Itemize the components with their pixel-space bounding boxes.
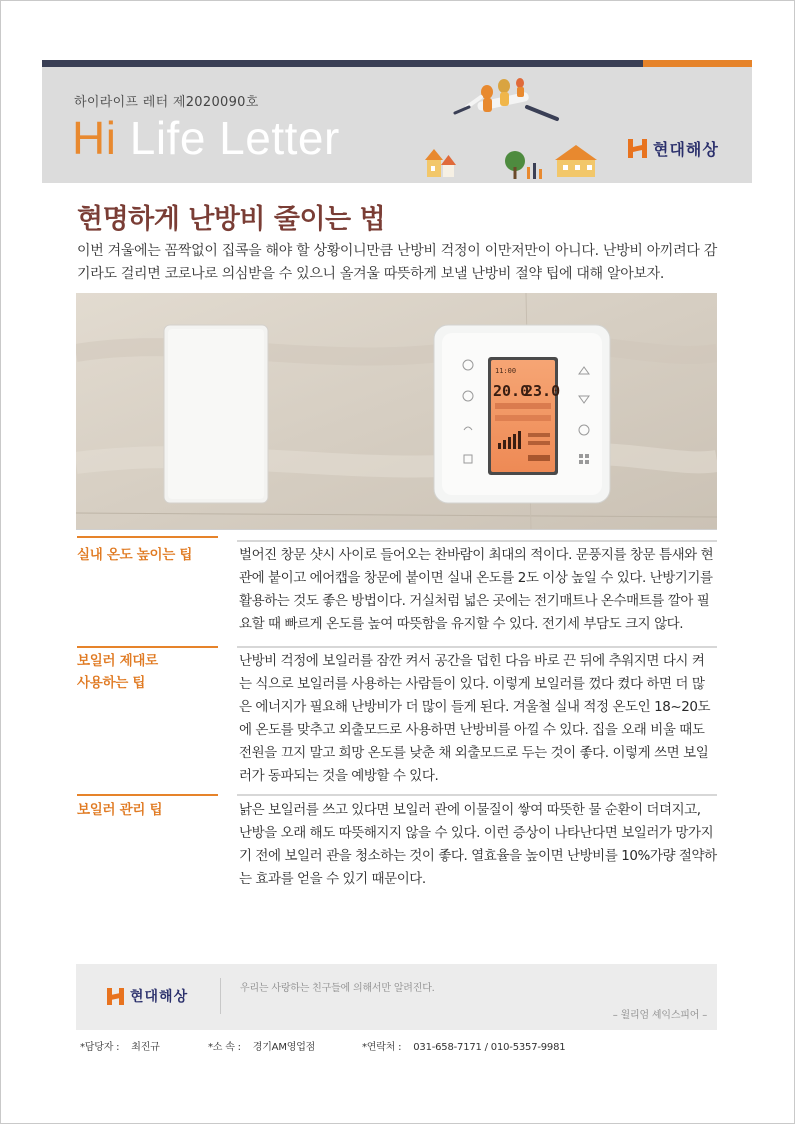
section-1-label-rule (77, 536, 218, 538)
footer-brand-name: 현대해상 (130, 989, 189, 1005)
masthead (72, 111, 340, 165)
contact-office: *소 속 : 경기AM영업점 (208, 1042, 316, 1053)
contact-phone: *연락처 : 031-658-7171 / 010-5357-9981 (362, 1042, 566, 1053)
footer-divider (220, 978, 221, 1014)
brand-h-icon (628, 139, 647, 158)
section-1-body-rule (237, 540, 717, 542)
contact-manager: *담당자 : 최진규 (80, 1042, 160, 1053)
section-3-label: 보일러 관리 팁 (77, 802, 163, 818)
masthead-hi: Hi (72, 112, 117, 164)
thermostat-clock: 11:00 (495, 367, 517, 375)
header-top-rule-accent (643, 60, 752, 67)
section-2-label-rule (77, 646, 218, 648)
section-1-body: 벌어진 창문 샷시 사이로 들어오는 찬바람이 최대의 적이다. 문풍지를 창문 틈새와 현관에 붙이고 에어캡을 창문에 붙이면 실내 온도를 2도 이상 높일 수 있다. 난방기기를 활용하는 것도 좋은 방법이다. 거실처럼 넓은 곳에는 전기매트나 온수매트를 깔아 필요할 때 빠르게 온도를 높여 따뜻함을 유지할 수 있다. 전기세 부담도 크지 않다. (239, 547, 714, 632)
article-lead: 이번 겨울에는 꼼짝없이 집콕을 해야 할 상황이니만큼 난방비 걱정이 이만저만이 아니다. 난방비 아끼려다 감기라도 걸리면 코로나로 의심받을 수 있으니 올겨울 따뜻하게 보낼 난방비 절약 팁에 대해 알아보자. (77, 243, 717, 282)
masthead-rest: Life Letter (116, 112, 340, 164)
header-brand-logo (628, 137, 719, 160)
thermostat-photo-graphic (76, 293, 717, 529)
footer-brand-h-icon (107, 988, 124, 1005)
section-3-label-rule (77, 794, 218, 796)
footer-quote-author: – 윌리엄 셰익스피어 – (612, 1010, 707, 1021)
section-2-label-line2: 사용하는 팁 (77, 675, 146, 691)
section-2-body-rule (237, 646, 717, 648)
newsletter-header (42, 67, 752, 183)
section-2-label-line1: 보일러 제대로 (77, 653, 158, 669)
section-2-body: 난방비 걱정에 보일러를 잠깐 켜서 공간을 덥힌 다음 바로 끈 뒤에 추워지면 다시 켜는 식으로 보일러를 사용하는 사람들이 있다. 이렇게 보일러를 껐다 켰다 하면 더 많은 에너지가 필요해 난방비가 더 많이 들게 된다. 겨울철 실내 적정 온도인 18~20도에 온도를 맞추고 외출모드로 사용하면 난방비를 아낄 수 있다. 집을 오래 비울 때도 전원을 끄지 말고 희망 온도를 낮춘 채 외출모드로 두는 것이 좋다. 이렇게 쓰면 보일러가 동파되는 것을 예방할 수 있다. (239, 653, 711, 784)
footer-quote: 우리는 사랑하는 친구들에 의해서만 알려진다. (240, 983, 435, 994)
section-2-label (77, 650, 158, 694)
thermostat-photo (76, 293, 717, 529)
thermostat-current-temp: 20.0 (493, 382, 530, 400)
section-3-body-rule (237, 794, 717, 796)
thermostat-set-temp: 23.0 (524, 382, 561, 400)
flying-family-illustration (407, 67, 607, 183)
photo-bottom-rule (76, 529, 717, 530)
header-top-rule (42, 60, 643, 67)
header-brand-name: 현대해상 (653, 140, 719, 159)
section-1-label: 실내 온도 높이는 팁 (77, 547, 193, 563)
article-title: 현명하게 난방비 줄이는 법 (77, 204, 386, 235)
issue-number: 하이라이프 레터 제2020090호 (74, 95, 259, 110)
footer-brand-logo (107, 986, 188, 1006)
section-3-body: 낡은 보일러를 쓰고 있다면 보일러 관에 이물질이 쌓여 따뜻한 물 순환이 더뎌지고, 난방을 오래 해도 따뜻해지지 않을 수 있다. 이런 증상이 나타난다면 보일러가 망가지기 전에 보일러 관을 청소하는 것이 좋다. 열효율을 높이면 난방비를 10%가량 절약하는 효과를 얻을 수 있기 때문이다. (239, 802, 717, 887)
